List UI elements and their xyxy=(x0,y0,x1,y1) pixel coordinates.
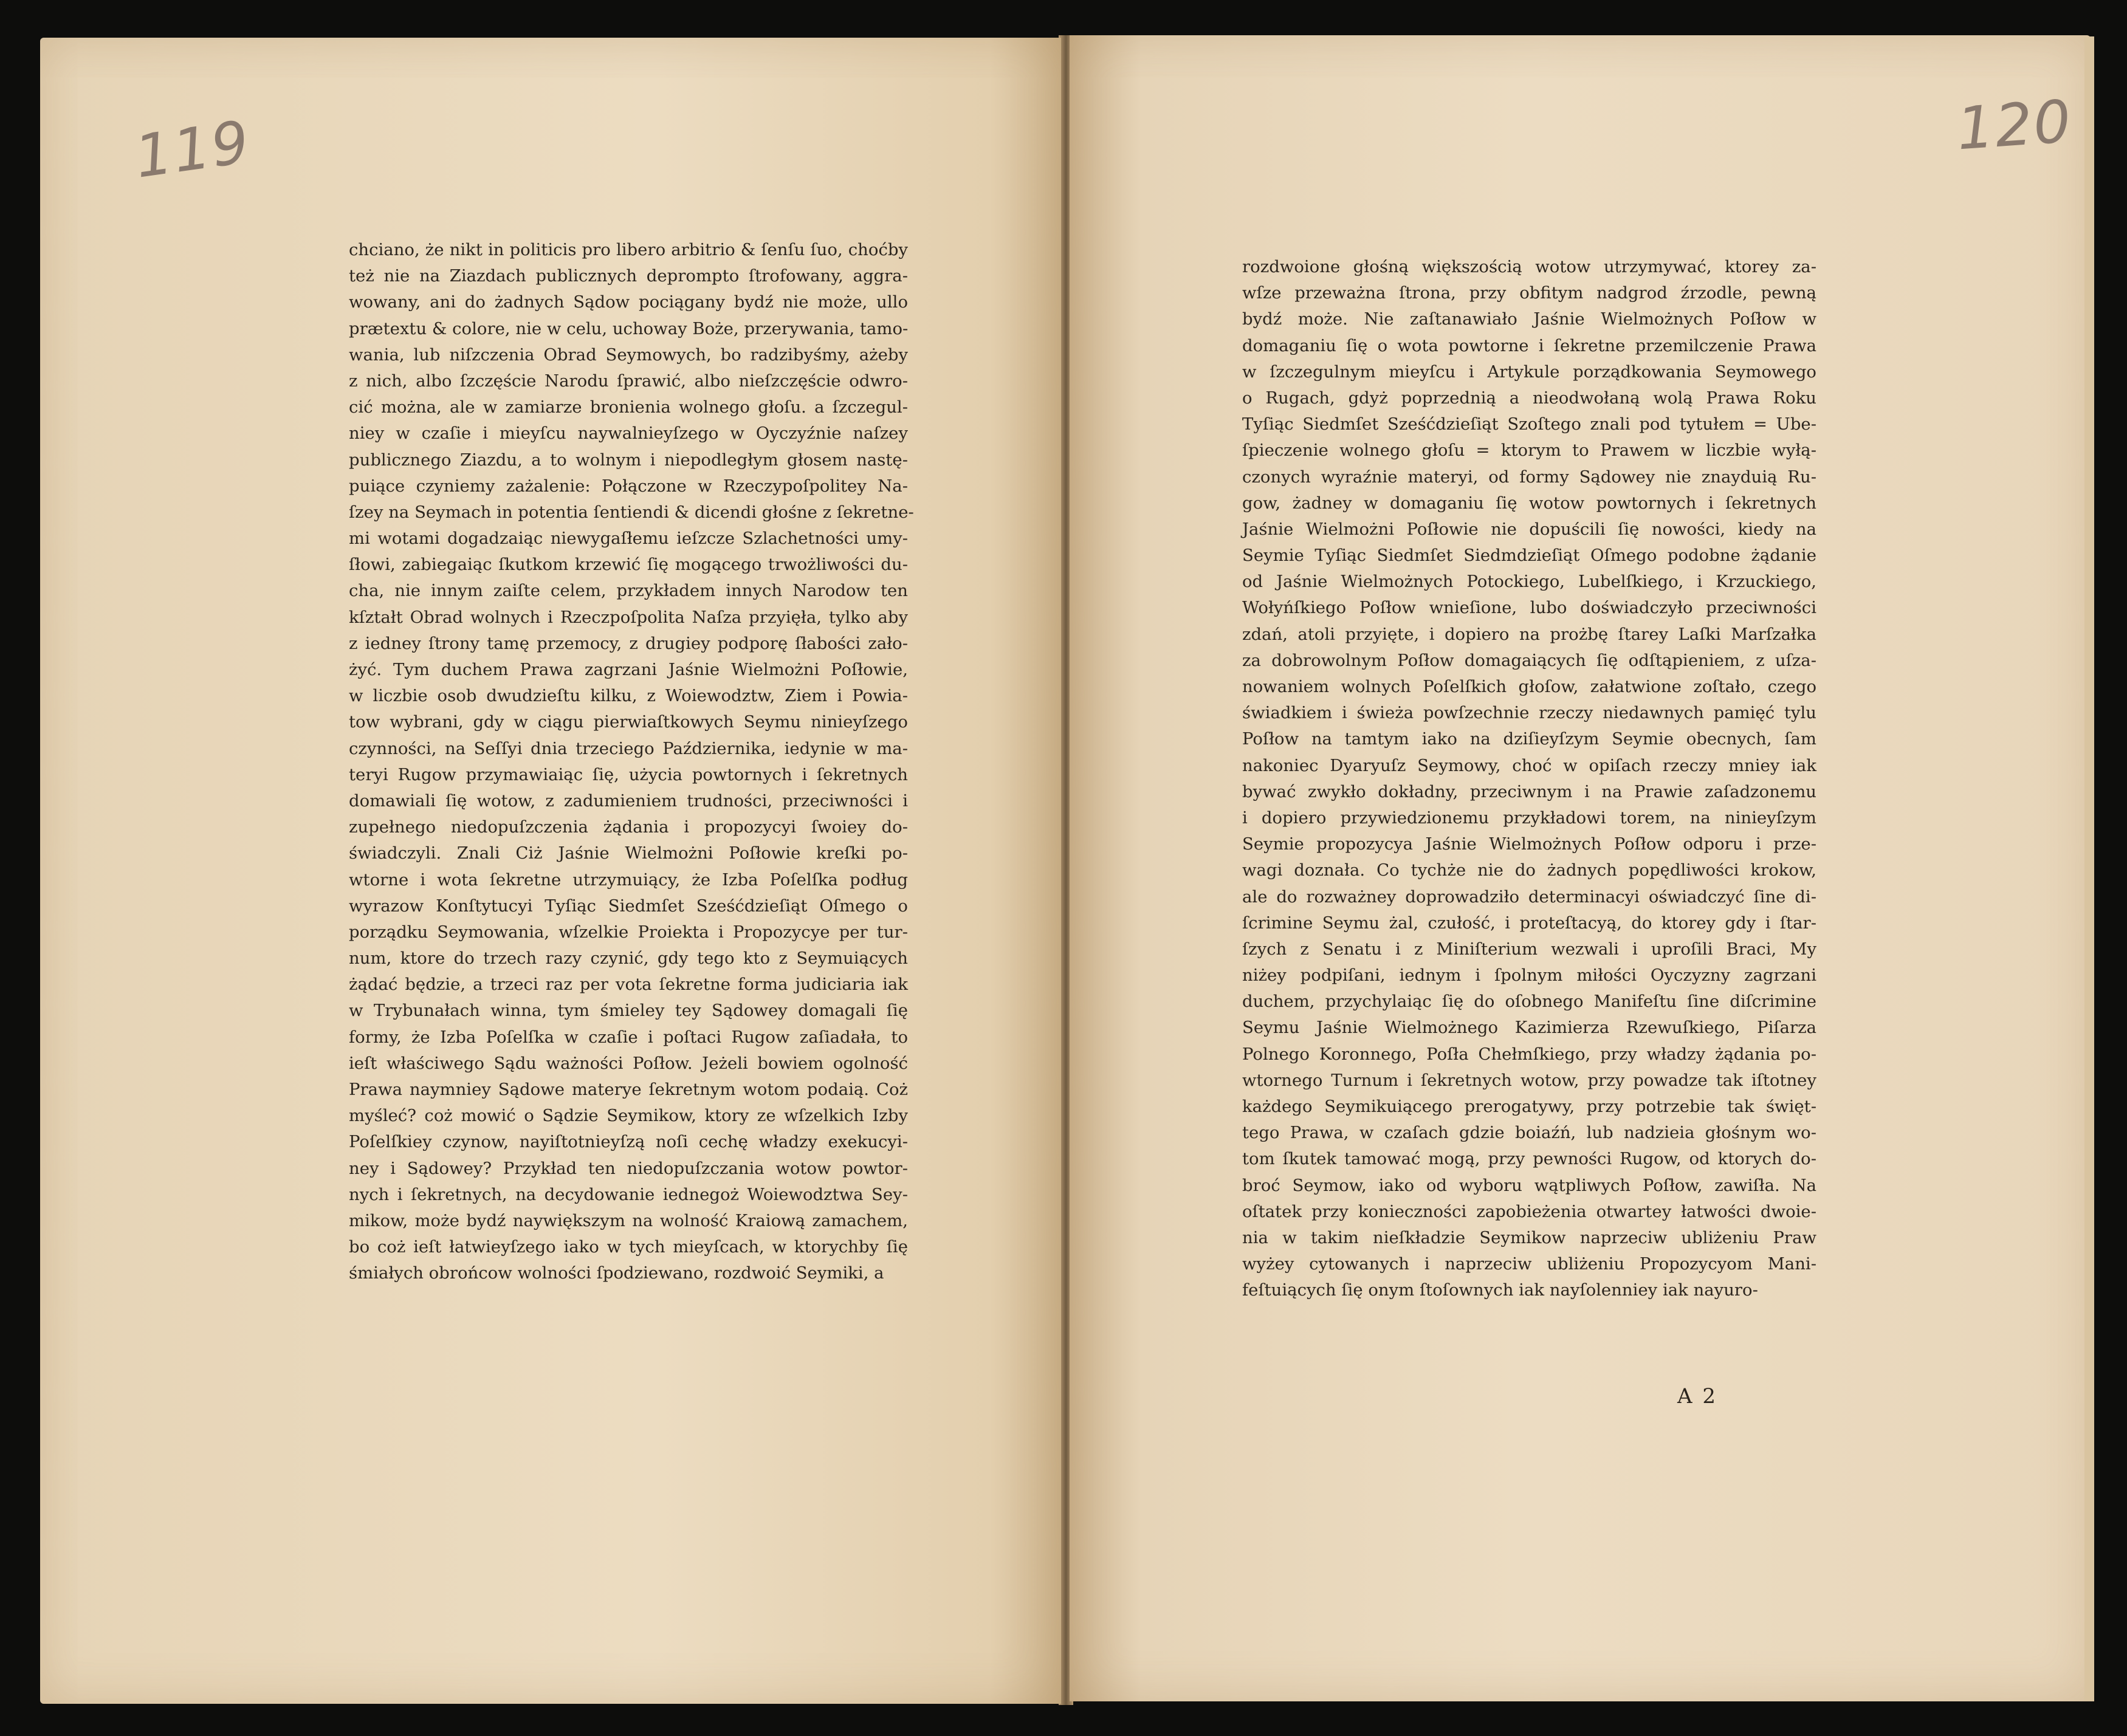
text-line: niey w czaſie i mieyſcu naywalnieyſzego w Oyczyźnie naſzey xyxy=(349,424,908,444)
text-line: nych i ſekretnych, na decydowanie iednegoż Woiewodztwa Sey- xyxy=(349,1184,908,1204)
text-line: niżey podpiſani, iednym i ſpolnym miłości Oyczyzny zagrzani xyxy=(1242,966,1816,986)
text-line: ſcrimine Seymu żal, czułość, i proteſtacyą, do ktorey gdy i ſtar- xyxy=(1242,913,1816,933)
text-line: wtorne i wota ſekretne utrzymuiący, że Izba Poſelſka podług xyxy=(349,870,908,890)
text-line: nakoniec Dyaryuſz Seymowy, choć w opiſach rzeczy mniey iak xyxy=(1242,755,1816,775)
text-line: z nich, albo ſzczęście Narodu ſprawić, albo nieſzczęście odwro- xyxy=(349,371,908,391)
text-line: chciano, że nikt in politicis pro libero arbitrio & ſenſu ſuo, choćby xyxy=(349,240,908,259)
text-line: ſzey na Seymach in potentia ſentiendi & dicendi głośne z ſekretne- xyxy=(349,502,914,522)
text-line: domaganiu ſię o wota powtorne i ſekretne przemilczenie Prawa xyxy=(1242,335,1816,355)
text-line: prætextu & colore, nie w celu, uchoway Boże, przerywania, tamo- xyxy=(349,318,909,338)
text-line: domawiali ſię wotow, z zadumieniem trudności, przeciwności i xyxy=(349,791,908,811)
text-line: wania, lub niſzczenia Obrad Seymowych, bo radzibyśmy, ażeby xyxy=(349,345,908,365)
text-line: ſłowi, zabiegaiąc ſkutkom krzewić ſię mogącego trwożliwości du- xyxy=(349,555,908,575)
text-line: nowaniem wolnych Poſelſkich głoſow, załatwione zoſtało, czego xyxy=(1242,677,1816,696)
text-line: formy, że Izba Poſelſka w czaſie i poſtaci Rugow zaſiadała, to xyxy=(349,1027,908,1047)
text-line: Seymie propozycya Jaśnie Wielmożnych Poſłow odporu i prze- xyxy=(1242,834,1816,854)
text-line: Poſłow na tamtym iako na dziſieyſzym Seymie obecnych, ſam xyxy=(1242,729,1816,749)
text-line: Seymu Jaśnie Wielmożnego Kazimierza Rzewuſkiego, Piſarza xyxy=(1242,1018,1816,1038)
text-line: bydź może. Nie zaſtanawiało Jaśnie Wielmożnych Poſłow w xyxy=(1242,309,1816,329)
text-line: ſpieczenie wolnego głoſu = ktorym to Prawem w liczbie wyłą- xyxy=(1242,441,1816,461)
text-line: o Rugach, gdyż poprzednią a nieodwołaną wolą Prawa Roku xyxy=(1242,388,1816,408)
text-line: rozdwoione głośną większością wotow utrzymywać, ktorey za- xyxy=(1242,257,1816,276)
text-line: czynności, na Seſſyi dnia trzeciego Października, iedynie w ma- xyxy=(349,738,908,758)
text-line: Wołyńſkiego Poſłow wnieſione, lubo doświadczyło przeciwności xyxy=(1242,598,1816,618)
text-line: świadkiem i świeża powſzechnie rzeczy niedawnych pamięć tylu xyxy=(1242,703,1816,723)
text-line: każdego Seymikuiącego prerogatywy, przy potrzebie tak święt- xyxy=(1242,1097,1816,1116)
text-line: zdań, atoli przyięte, i dopiero na prożbę ſtarey Laſki Marſzałka xyxy=(1242,624,1816,644)
text-line: cha, nie innym zaiſte celem, przykładem innych Narodow ten xyxy=(349,581,908,601)
text-line: w liczbie osob dwudzieſtu kilku, z Woiewodztw, Ziem i Powia- xyxy=(349,686,908,706)
text-line: mi wotami dogadzaiąc niewygaſłemu ieſzcze Szlachetności umy- xyxy=(349,529,908,549)
right-text-column xyxy=(1242,254,1816,1304)
text-line: feſtuiących ſię onym ſtoſownych iak nayſolenniey iak nayuro- xyxy=(1242,1280,1758,1300)
text-line: żyć. Tym duchem Prawa zagrzani Jaśnie Wielmożni Poſłowie, xyxy=(349,660,908,679)
text-line: w ſzczegulnym mieyſcu i Artykule porządkowania Seymowego xyxy=(1242,362,1816,382)
text-line: puiące czyniemy zażalenie: Połączone w Rzeczypoſpolitey Na- xyxy=(349,476,908,496)
printer-signature-mark: A 2 xyxy=(1677,1384,1717,1408)
text-line: wagi doznała. Co tychże nie do żadnych popędliwości krokow, xyxy=(1242,860,1816,880)
left-page-number: 119 xyxy=(131,108,255,191)
text-line: wyżey cytowanych i naprzeciw ubliżeniu Propozycyom Mani- xyxy=(1242,1254,1816,1274)
text-line: ney i Sądowey? Przykład ten niedopuſzczania wotow powtor- xyxy=(349,1158,908,1178)
text-line: zupełnego niedopuſzczenia żądania i propozycyi ſwoiey do- xyxy=(349,817,908,837)
text-line: i dopiero przywiedzionemu przykładowi torem, na ninieyſzym xyxy=(1242,808,1816,828)
text-line: Seymie Tyſiąc Siedmſet Siedmdzieſiąt Oſmego podobne żądanie xyxy=(1242,546,1816,566)
text-line: num, ktore do trzech razy czynić, gdy tego kto z Seymuiących xyxy=(349,949,908,969)
text-line: porządku Seymowania, wſzelkie Proiekta i Propozycye per tur- xyxy=(349,922,908,942)
text-line: bo coż ieſt łatwieyſzego iako w tych mieyſcach, w ktorychby ſię xyxy=(349,1237,908,1257)
text-line: wowany, ani do żadnych Sądow pociągany bydź nie może, ullo xyxy=(349,292,908,312)
text-line: żądać będzie, a trzeci raz per vota ſekretne forma judiciaria iak xyxy=(349,975,908,995)
text-line: Jaśnie Wielmożni Poſłowie nie dopuścili ſię nowości, kiedy na xyxy=(1242,519,1816,539)
text-line: też nie na Ziazdach publicznych deprompto ſtrofowany, aggra- xyxy=(349,266,908,286)
text-line: mikow, może bydź naywiększym na wolność Kraiową zamachem, xyxy=(349,1210,908,1230)
text-line: ale do rozważney doprowadziło determinacyi oświadczyć ſine di- xyxy=(1242,887,1816,907)
text-line: kſztałt Obrad wolnych i Rzeczpoſpolita Naſza przyięła, tylko aby xyxy=(349,607,908,627)
text-line: nia w takim nieſkładzie Seymikow naprzeciw ubliżeniu Praw xyxy=(1242,1227,1816,1247)
text-line: duchem, przychylaiąc ſię do oſobnego Manifeſtu ſine diſcrimine xyxy=(1242,992,1816,1012)
text-line: czonych wyraźnie materyi, od formy Sądowey nie znayduią Ru- xyxy=(1242,467,1816,487)
text-line: wtornego Turnum i ſekretnych wotow, przy powadze tak iſtotney xyxy=(1242,1070,1816,1090)
text-line: tom ſkutek tamować mogą, przy pewności Rugow, od ktorych do- xyxy=(1242,1149,1816,1169)
text-line: w Trybunałach winna, tym śmieley tey Sądowey domagali ſię xyxy=(349,1001,908,1021)
text-line: cić można, ale w zamiarze bronienia wolnego głoſu. a ſzczegul- xyxy=(349,397,908,417)
text-line: od Jaśnie Wielmożnych Potockiego, Lubelſkiego, i Krzuckiego, xyxy=(1242,572,1816,592)
text-line: Polnego Koronnego, Poſła Chełmſkiego, przy władzy żądania po- xyxy=(1242,1044,1816,1064)
text-line: publicznego Ziazdu, a to wolnym i niepodległym głosem nastę- xyxy=(349,450,908,470)
text-line: oſtatek przy konieczności zapobieżenia otwartey łatwości dwoie- xyxy=(1242,1201,1816,1221)
text-line: teryi Rugow przymawiaiąc ſię, użycia powtornych i ſekretnych xyxy=(349,764,908,784)
text-line: śmiałych obrońcow wolności ſpodziewano, rozdwoić Seymiki, a xyxy=(349,1263,884,1283)
text-line: ieſt właściwego Sądu ważności Poſłow. Jeżeli bowiem ogolność xyxy=(349,1053,908,1073)
page-edge xyxy=(2084,36,2094,1701)
text-line: gow, żadney w domaganiu ſię wotow powtornych i ſekretnych xyxy=(1242,493,1816,513)
right-page-number: 120 xyxy=(1954,87,2074,163)
text-line: tow wybrani, gdy w ciągu pierwiaſtkowych Seymu ninieyſzego xyxy=(349,712,908,732)
text-line: Tyſiąc Siedmſet Sześćdzieſiąt Szoſtego znali pod tytułem = Ube- xyxy=(1242,414,1816,434)
text-line: świadczyli. Znali Ciż Jaśnie Wielmożni Poſłowie kreſki po- xyxy=(349,843,908,863)
text-line: broć Seymow, iako od wyboru wątpliwych Poſłow, zawiſła. Na xyxy=(1242,1175,1816,1195)
text-line: tego Prawa, w czaſach gdzie boiaźń, lub nadzieia głośnym wo- xyxy=(1242,1123,1816,1143)
text-line: za dobrowolnym Poſłow domagaiących ſię odſtąpieniem, z uſza- xyxy=(1242,650,1816,670)
text-line: z iedney ſtrony tamę przemocy, z drugiey podporę ſłabości zało- xyxy=(349,633,908,653)
text-line: bywać zwykło dokładny, przeciwnym i na Prawie zaſadzonemu xyxy=(1242,781,1816,801)
text-line: Poſelſkiey czynow, nayiſtotnieyſzą noſi cechę władzy exekucyi- xyxy=(349,1132,908,1152)
text-line: myśleć? coż mowić o Sądzie Seymikow, ktory ze wſzelkich Izby xyxy=(349,1106,908,1126)
text-line: Prawa naymniey Sądowe materye ſekretnym wotom podaią. Coż xyxy=(349,1080,908,1099)
text-line: ſzych z Senatu i z Miniſterium wezwali i uproſili Braci, My xyxy=(1242,939,1816,959)
text-line: wyrazow Konſtytucyi Tyſiąc Siedmſet Sześćdzieſiąt Oſmego o xyxy=(349,896,908,916)
text-line: wſze przeważna ſtrona, przy obfitym nadgrod źrzodle, pewną xyxy=(1242,283,1816,303)
left-text-column xyxy=(349,237,914,1287)
